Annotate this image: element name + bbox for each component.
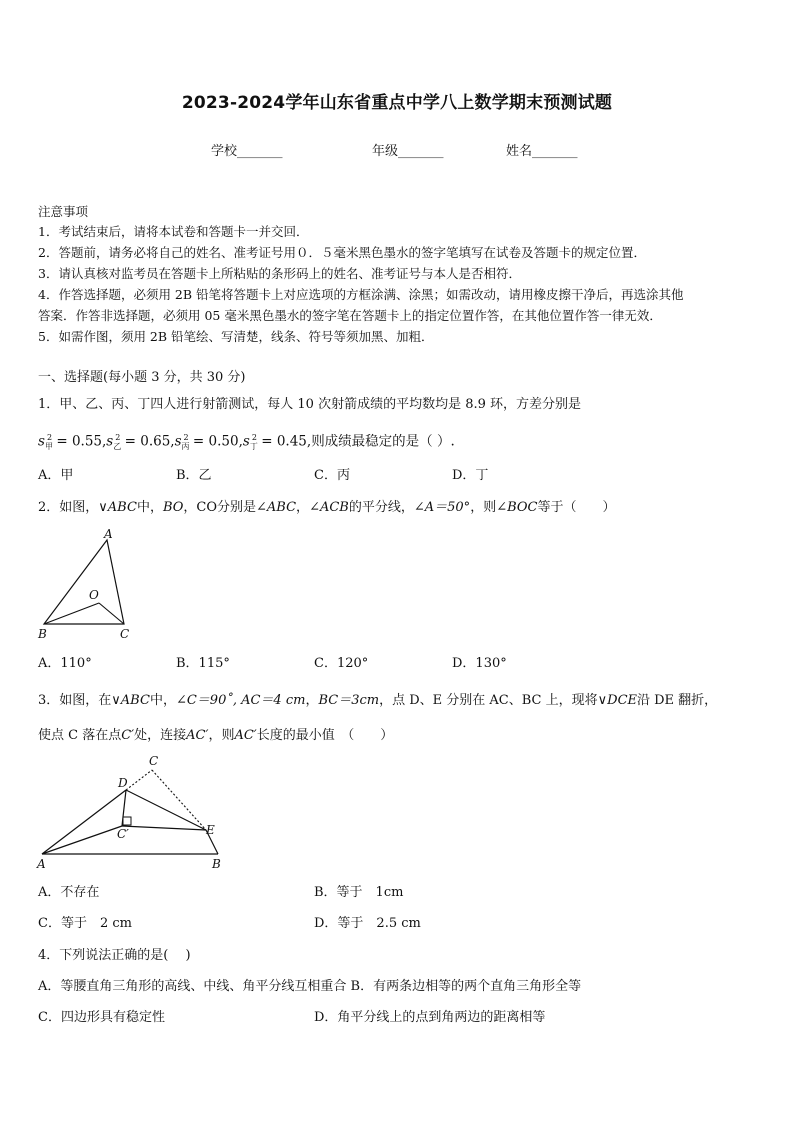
q1-option-d[interactable]: D．丁 (452, 468, 489, 483)
q2-option-b[interactable]: B．115° (176, 656, 230, 671)
notice-item: 3．请认真核对监考员在答题卡上所粘贴的条形码上的姓名、准考证号与本人是否相符． (38, 266, 521, 281)
notice-heading: 注意事项 (38, 204, 89, 219)
segment-acp (42, 826, 122, 854)
segment-ce-dotted (152, 770, 206, 830)
notice-item: 5．如需作图，须用 2B 铅笔绘、写清楚，线条、符号等须加黑、加粗． (38, 329, 434, 344)
q3-stem-line1: 3．如图，在∨ABC中，∠C＝90˚, AC＝4 cm，BC＝3cm，点 D、E 分别在 AC、BC 上，现将∨DCE沿 DE 翻折， (38, 693, 718, 708)
label-b: B (212, 857, 221, 871)
q4-option-ab[interactable]: A．等腰直角三角形的高线、中线、角平分线互相重合 B．有两条边相等的两个直角三角形全等 (38, 979, 582, 994)
name-field[interactable]: 姓名_______ (506, 144, 578, 159)
grade-field[interactable]: 年级_______ (372, 144, 444, 159)
q2-option-c[interactable]: C．120° (314, 656, 369, 671)
q2-option-d[interactable]: D．130° (452, 656, 507, 671)
label-o: O (89, 588, 99, 602)
right-angle-mark (123, 817, 131, 825)
q1-option-b[interactable]: B．乙 (176, 468, 212, 483)
q2-triangle-figure (36, 528, 146, 646)
label-c: C (120, 627, 130, 641)
q1-option-a[interactable]: A．甲 (38, 468, 74, 483)
label-d: D (118, 776, 128, 790)
notice-item: 2．答题前，请务必将自己的姓名、准考证号用０．５毫米黑色墨水的签字笔填写在试卷及答题卡的规定位置． (38, 245, 646, 260)
q4-option-d[interactable]: D．角平分线上的点到角两边的距离相等 (314, 1010, 546, 1025)
label-b: B (38, 627, 47, 641)
q1-stem: 1．甲、乙、丙、丁四人进行射箭测试，每人 10 次射箭成绩的平均数均是 8.9 环，方差分别是 (38, 397, 582, 412)
notice-item: 1．考试结束后，请将本试卷和答题卡一并交回． (38, 224, 309, 239)
q4-option-c[interactable]: C．四边形具有稳定性 (38, 1010, 165, 1025)
triangle-abc (44, 540, 124, 624)
section-heading: 一、选择题(每小题 3 分，共 30 分) (38, 370, 246, 385)
label-c: C (149, 754, 159, 768)
q3-stem-line2: 使点 C 落在点C′处，连接AC′，则AC′长度的最小值 （ ） (38, 728, 394, 743)
q3-fold-figure (34, 752, 234, 874)
school-field[interactable]: 学校_______ (211, 144, 283, 159)
q1-option-c[interactable]: C．丙 (314, 468, 350, 483)
segment-ad (42, 790, 126, 854)
label-a: A (37, 857, 46, 871)
q1-formula: $s_甲^2 = 0.55,s_乙^2 = 0.65,s_丙^2 = 0.50,s_丁^2 = 0.45$,则成绩最稳定的是（ ）. (38, 433, 455, 452)
q4-stem: 4．下列说法正确的是( ) (38, 948, 191, 963)
q3-option-c[interactable]: C．等于 2 cm (38, 916, 132, 931)
q2-option-a[interactable]: A．110° (38, 656, 92, 671)
q3-option-d[interactable]: D．等于 2.5 cm (314, 916, 421, 931)
q3-option-a[interactable]: A．不存在 (38, 885, 100, 900)
notice-item: 答案．作答非选择题，必须用 05 毫米黑色墨水的签字笔在答题卡上的指定位置作答，在其他位置作答一律无效． (38, 308, 662, 323)
label-cprime: C′ (117, 827, 129, 841)
label-a: A (104, 527, 113, 541)
segment-de (126, 790, 206, 830)
q3-option-b[interactable]: B．等于 1cm (314, 885, 404, 900)
page-title: 2023-2024学年山东省重点中学八上数学期末预测试题 (181, 93, 613, 113)
q2-stem: 2．如图，∨ABC中，BO，CO分别是∠ABC，∠ACB的平分线，∠A＝50°，则∠BOC等于（ ） (38, 500, 616, 515)
label-e: E (206, 823, 215, 837)
segment-cpe (122, 826, 206, 830)
notice-item: 4．作答选择题，必须用 2B 铅笔将答题卡上对应选项的方框涂满、涂黑；如需改动，请用橡皮擦干净后，再选涂其他 (38, 287, 684, 302)
segment-dc-dotted (126, 770, 152, 790)
